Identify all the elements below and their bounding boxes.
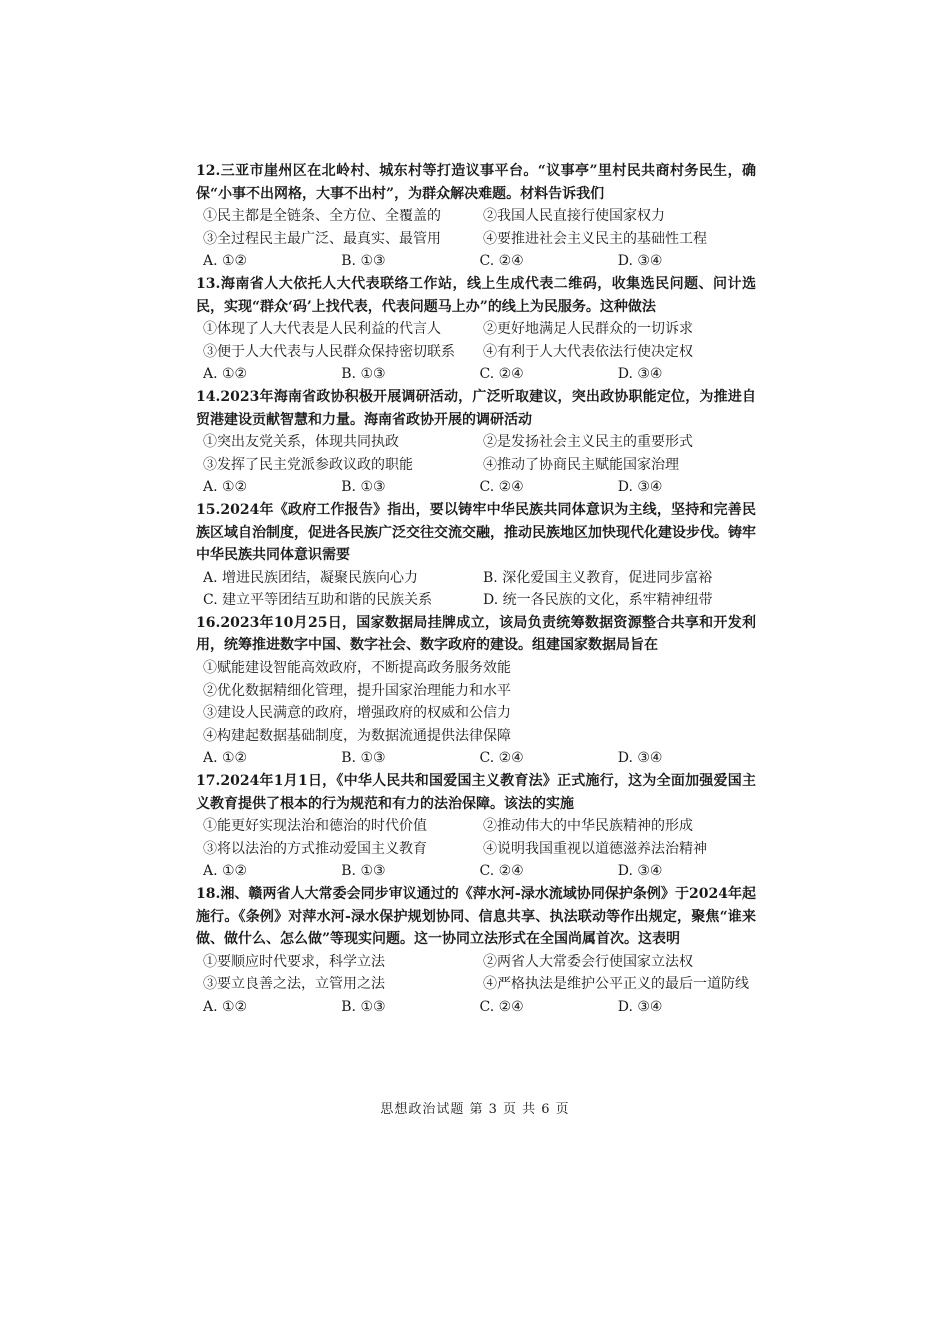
answer-choices: [196, 363, 756, 386]
question-stem: [196, 499, 756, 567]
statement-option: ③便于人大代表与人民群众保持密切联系: [203, 343, 455, 360]
statement-option: ④推动了协商民主赋能国家治理: [483, 456, 679, 473]
question-text: 2024年《政府工作报告》指出，要以铸牢中华民族共同体意识为主线，坚持和完善民族区域自治制度，促进各民族广泛交往交流交融，推动民族地区加快现代化建设步伐。铸牢中华民族共同体意识需要: [196, 501, 756, 564]
statement-option: ①民主都是全链条、全方位、全覆盖的: [203, 208, 441, 225]
statement-option: ②推动伟大的中华民族精神的形成: [483, 818, 693, 835]
question-stem: [196, 883, 756, 951]
question-stem: [196, 770, 756, 815]
statement-option: ②两省人大常委会行使国家立法权: [483, 953, 693, 970]
page-footer: 思想政治试题 第 3 页 共 6 页: [380, 1102, 570, 1117]
question-number: 13.: [196, 275, 221, 292]
statement-option: ①体现了人大代表是人民利益的代言人: [203, 321, 441, 338]
statement-options: [196, 815, 756, 860]
statement-option: ③建设人民满意的政府，增强政府的权威和公信力: [203, 705, 511, 722]
question-list: [196, 160, 756, 1019]
question-text: 三亚市崖州区在北岭村、城东村等打造议事平台。“议事亭”里村民共商村务民生，确保“小事不出网格，大事不出村”，为群众解决难题。材料告诉我们: [196, 163, 756, 202]
answer-choice[interactable]: D. ③④: [617, 479, 663, 496]
answer-choice[interactable]: B. ①③: [341, 479, 386, 496]
statement-option: ①突出友党关系，体现共同执政: [203, 434, 399, 451]
statement-option: ④构建起数据基础制度，为数据流通提供法律保障: [203, 727, 511, 744]
question-14: [196, 386, 756, 499]
answer-choice[interactable]: D. ③④: [617, 998, 663, 1015]
answer-choice[interactable]: C. ②④: [479, 366, 524, 383]
answer-choice[interactable]: A. ①②: [203, 253, 248, 270]
question-number: 18.: [196, 886, 221, 902]
answer-choice[interactable]: B. ①③: [341, 863, 386, 880]
statement-options: [196, 205, 756, 250]
question-stem: [196, 386, 756, 431]
answer-choice[interactable]: D. ③④: [617, 253, 663, 270]
question-16: [196, 612, 756, 770]
question-number: 16.: [196, 614, 221, 631]
statement-option: ④要推进社会主义民主的基础性工程: [483, 230, 707, 247]
answer-choice[interactable]: C. ②④: [479, 479, 524, 496]
answer-choice[interactable]: B. ①③: [341, 366, 386, 383]
statement-option: ②是发扬社会主义民主的重要形式: [483, 434, 693, 451]
answer-choice[interactable]: C. ②④: [479, 863, 524, 880]
question-text: 2024年1月1日，《中华人民共和国爱国主义教育法》正式施行，这为全面加强爱国主义教育提供了根本的行为规范和有力的法治保障。该法的实施: [196, 773, 756, 812]
answer-choice[interactable]: D. ③④: [617, 750, 663, 767]
statement-options: [196, 431, 756, 476]
statement-option: ④说明我国重视以道德滋养法治精神: [483, 840, 707, 857]
question-number: 14.: [196, 388, 221, 405]
statement-option: ②我国人民直接行使国家权力: [483, 208, 665, 225]
answer-choice[interactable]: D. ③④: [617, 863, 663, 880]
statement-option: ①能更好实现法治和德治的时代价值: [203, 818, 427, 835]
answer-options: [196, 567, 756, 612]
statement-option: ④严格执法是维护公平正义的最后一道防线: [483, 976, 749, 993]
question-12: [196, 160, 756, 273]
answer-choice[interactable]: A. ①②: [203, 366, 248, 383]
answer-option[interactable]: C. 建立平等团结互助和谐的民族关系: [203, 592, 433, 609]
answer-choices: [196, 476, 756, 499]
statement-option: ③要立良善之法，立管用之法: [203, 976, 385, 993]
answer-choices: [196, 250, 756, 273]
answer-choice[interactable]: A. ①②: [203, 479, 248, 496]
question-text: 湘、赣两省人大常委会同步审议通过的《萍水河-渌水流域协同保护条例》于2024年起施行。《条例》对萍水河-渌水保护规划协同、信息共享、执法联动等作出规定，聚焦“谁来做、做什么、怎么做”等现实问题。这一协同立法形式在全国尚属首次。这表明: [196, 886, 756, 948]
statement-option: ②优化数据精细化管理，提升国家治理能力和水平: [203, 682, 511, 699]
answer-choice[interactable]: B. ①③: [341, 253, 386, 270]
question-stem: [196, 273, 756, 318]
question-number: 12.: [196, 163, 221, 179]
question-stem: [196, 160, 756, 205]
statement-option: ③发挥了民主党派参政议政的职能: [203, 456, 413, 473]
question-text: 海南省人大依托人大代表联络工作站，线上生成代表二维码，收集选民问题、问计选民，实现“群众‘码’上找代表，代表问题马上办”的线上为民服务。这种做法: [196, 275, 756, 315]
question-text: 2023年10月25日，国家数据局挂牌成立，该局负责统筹数据资源整合共享和开发利用，统筹推进数字中国、数字社会、数字政府的建设。组建国家数据局旨在: [196, 614, 756, 654]
answer-option[interactable]: A. 增进民族团结，凝聚民族向心力: [203, 569, 419, 586]
answer-choice[interactable]: A. ①②: [203, 750, 248, 767]
statement-options: [196, 318, 756, 363]
statement-option: ③将以法治的方式推动爱国主义教育: [203, 840, 427, 857]
answer-choice[interactable]: B. ①③: [341, 750, 386, 767]
answer-choice[interactable]: C. ②④: [479, 750, 524, 767]
answer-choices: [196, 996, 756, 1019]
statement-option: ③全过程民主最广泛、最真实、最管用: [203, 230, 441, 247]
answer-choice[interactable]: B. ①③: [341, 998, 386, 1015]
question-15: [196, 499, 756, 612]
answer-choice[interactable]: A. ①②: [203, 863, 248, 880]
question-17: [196, 770, 756, 883]
question-13: [196, 273, 756, 386]
answer-option[interactable]: B. 深化爱国主义教育，促进同步富裕: [483, 569, 713, 586]
question-text: 2023年海南省政协积极开展调研活动，广泛听取建议，突出政协职能定位，为推进自贸港建设贡献智慧和力量。海南省政协开展的调研活动: [196, 388, 756, 428]
statement-options: [196, 951, 756, 996]
answer-choices: [196, 747, 756, 770]
answer-option[interactable]: D. 统一各民族的文化，系牢精神纽带: [483, 592, 713, 609]
question-number: 17.: [196, 773, 221, 790]
answer-choice[interactable]: A. ①②: [203, 998, 248, 1015]
answer-choice[interactable]: C. ②④: [479, 998, 524, 1015]
question-stem: [196, 612, 756, 657]
statement-option: ①赋能建设智能高效政府，不断提高政务服务效能: [203, 660, 511, 677]
question-18: [196, 883, 756, 1019]
answer-choice[interactable]: C. ②④: [479, 253, 524, 270]
statement-options: [196, 657, 756, 747]
question-number: 15.: [196, 501, 221, 518]
answer-choices: [196, 860, 756, 883]
answer-choice[interactable]: D. ③④: [617, 366, 663, 383]
statement-option: ④有利于人大代表依法行使决定权: [483, 343, 693, 360]
statement-option: ②更好地满足人民群众的一切诉求: [483, 321, 693, 338]
statement-option: ①要顺应时代要求，科学立法: [203, 953, 385, 970]
